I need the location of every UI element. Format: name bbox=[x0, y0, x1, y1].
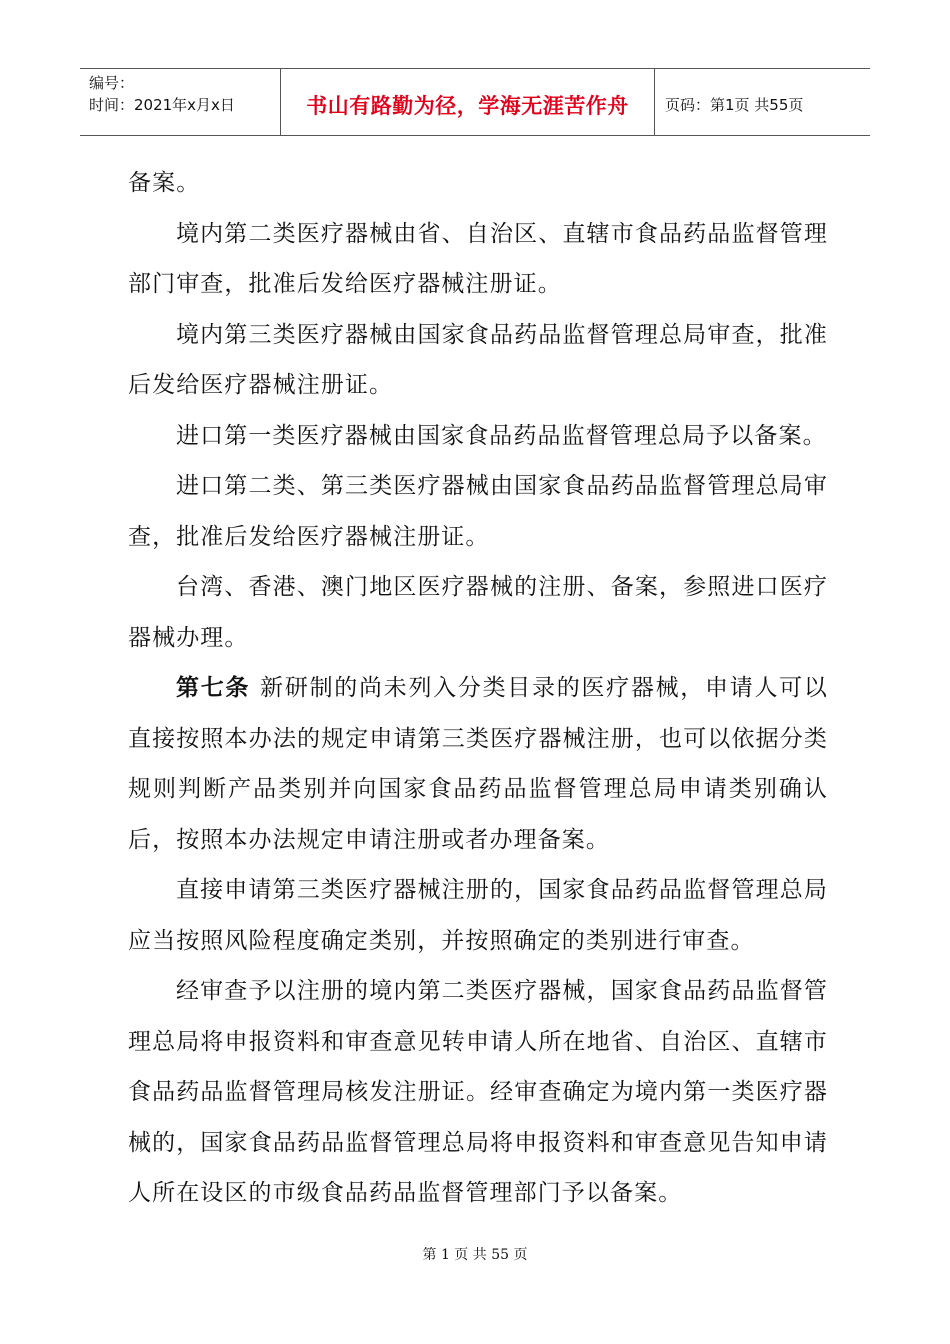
paragraph-domestic-class3: 境内第三类医疗器械由国家食品药品监督管理总局审查，批准后发给医疗器械注册证。 bbox=[128, 321, 828, 398]
page-footer: 第 1 页 共 55 页 bbox=[422, 1247, 528, 1263]
document-body bbox=[128, 158, 828, 1219]
paragraph-import-class1: 进口第一类医疗器械由国家食品药品监督管理总局予以备案。 bbox=[176, 422, 827, 449]
paragraph-review-registration: 经审查予以注册的境内第二类医疗器械，国家食品药品监督管理总局将申报资料和审查意见转申请人所在地省、自治区、直辖市食品药品监督管理局核发注册证。经审查确定为境内第一类医疗器械的，国家食品药品监督管理总局将申报资料和审查意见告知申请人所在设区的市级食品药品监督管理部门予以备案。 bbox=[128, 978, 828, 1206]
paragraph-article-7 bbox=[128, 663, 828, 865]
article-7-text: 新研制的尚未列入分类目录的医疗器械，申请人可以直接按照本办法的规定申请第三类医疗器械注册，也可以依据分类规则判断产品类别并向国家食品药品监督管理总局申请类别确认后，按照本办法规定申请注册或者办理备案。 bbox=[128, 675, 828, 853]
header-number-label: 编号： bbox=[89, 74, 135, 92]
paragraph-taiwan-hk-macau: 台湾、香港、澳门地区医疗器械的注册、备案，参照进口医疗器械办理。 bbox=[128, 574, 828, 651]
header-meta bbox=[80, 69, 281, 135]
header-time-label: 时间：2021年x月x日 bbox=[89, 96, 235, 114]
paragraph-import-class2-3: 进口第二类、第三类医疗器械由国家食品药品监督管理总局审查，批准后发给医疗器械注册证。 bbox=[128, 473, 828, 550]
article-7-heading: 第七条 bbox=[176, 675, 251, 701]
paragraph-direct-class3: 直接申请第三类医疗器械注册的，国家食品药品监督管理总局应当按照风险程度确定类别，并按照确定的类别进行审查。 bbox=[128, 877, 828, 954]
header-slogan: 书山有路勤为径，学海无涯苦作舟 bbox=[281, 69, 655, 135]
header-page-info: 页码：第1页 共55页 bbox=[665, 95, 804, 114]
document-header bbox=[80, 68, 870, 136]
paragraph-domestic-class2: 境内第二类医疗器械由省、自治区、直辖市食品药品监督管理部门审查，批准后发给医疗器械注册证。 bbox=[128, 220, 828, 297]
paragraph-continuation: 备案。 bbox=[128, 170, 201, 196]
